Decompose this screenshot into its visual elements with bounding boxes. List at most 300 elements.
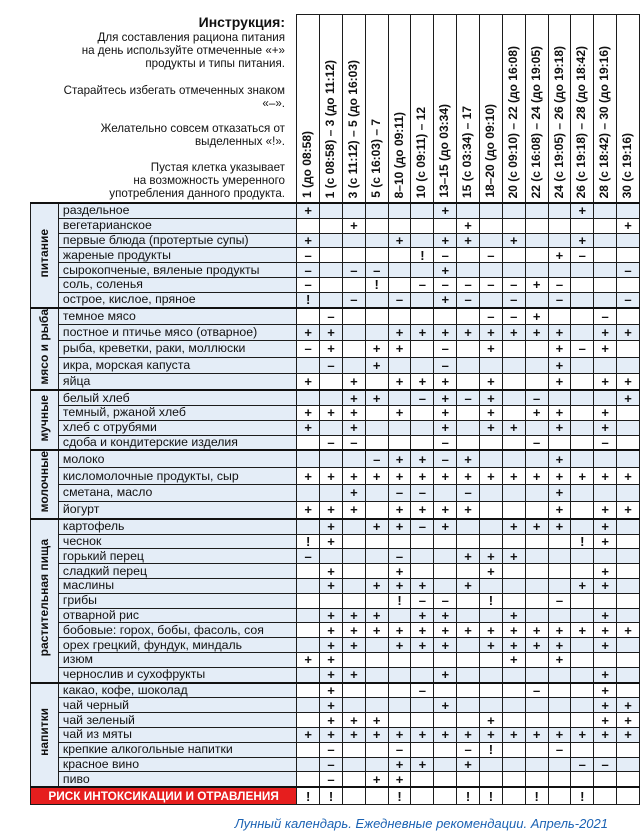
mark-cell: + bbox=[434, 519, 457, 534]
mark-cell bbox=[434, 652, 457, 667]
mark-cell bbox=[320, 593, 343, 608]
mark-cell: + bbox=[320, 468, 343, 485]
mark-cell: + bbox=[548, 468, 571, 485]
header-blank bbox=[31, 15, 297, 204]
mark-cell: + bbox=[320, 578, 343, 593]
mark-cell: + bbox=[525, 623, 548, 638]
mark-cell bbox=[617, 593, 640, 608]
risk-cell bbox=[411, 787, 434, 805]
mark-cell: + bbox=[411, 501, 434, 518]
mark-cell bbox=[548, 757, 571, 772]
mark-cell bbox=[297, 357, 320, 373]
mark-cell bbox=[388, 218, 411, 233]
mark-cell bbox=[434, 549, 457, 564]
mark-cell: – bbox=[617, 292, 640, 307]
mark-cell: – bbox=[411, 683, 434, 698]
mark-cell: + bbox=[320, 501, 343, 518]
mark-cell: + bbox=[480, 727, 503, 742]
mark-cell bbox=[617, 450, 640, 467]
mark-cell: + bbox=[480, 564, 503, 579]
mark-cell bbox=[571, 308, 594, 325]
mark-cell bbox=[457, 203, 480, 218]
mark-cell bbox=[342, 564, 365, 579]
mark-cell: + bbox=[502, 420, 525, 435]
mark-cell: + bbox=[594, 373, 617, 390]
mark-cell bbox=[365, 667, 388, 682]
mark-cell bbox=[434, 308, 457, 325]
mark-cell: + bbox=[548, 519, 571, 534]
table-row bbox=[31, 341, 640, 357]
product-label: красное вино bbox=[58, 757, 296, 772]
mark-cell bbox=[480, 652, 503, 667]
mark-cell: + bbox=[548, 638, 571, 653]
mark-cell: – bbox=[320, 308, 343, 325]
mark-cell: + bbox=[411, 623, 434, 638]
mark-cell: + bbox=[525, 405, 548, 420]
mark-cell: – bbox=[388, 742, 411, 757]
mark-cell bbox=[480, 218, 503, 233]
mark-cell: + bbox=[297, 468, 320, 485]
diet-table bbox=[30, 14, 640, 805]
mark-cell bbox=[571, 373, 594, 390]
mark-cell bbox=[571, 390, 594, 405]
mark-cell: + bbox=[320, 534, 343, 549]
mark-cell bbox=[297, 608, 320, 623]
mark-cell bbox=[365, 420, 388, 435]
mark-cell: + bbox=[548, 248, 571, 263]
mark-cell: – bbox=[457, 292, 480, 307]
mark-cell bbox=[297, 450, 320, 467]
mark-cell bbox=[617, 667, 640, 682]
mark-cell bbox=[571, 263, 594, 278]
mark-cell bbox=[411, 435, 434, 450]
mark-cell bbox=[365, 501, 388, 518]
mark-cell bbox=[297, 435, 320, 450]
mark-cell bbox=[388, 698, 411, 713]
mark-cell bbox=[571, 277, 594, 292]
mark-cell bbox=[617, 248, 640, 263]
mark-cell: – bbox=[457, 277, 480, 292]
mark-cell: + bbox=[434, 263, 457, 278]
mark-cell: + bbox=[480, 638, 503, 653]
risk-cell: ! bbox=[525, 787, 548, 805]
mark-cell: – bbox=[434, 435, 457, 450]
mark-cell: + bbox=[548, 420, 571, 435]
mark-cell: – bbox=[365, 450, 388, 467]
risk-row bbox=[31, 787, 640, 805]
mark-cell: – bbox=[434, 277, 457, 292]
day-column-header bbox=[342, 15, 365, 204]
group-label bbox=[31, 519, 59, 683]
mark-cell bbox=[388, 683, 411, 698]
mark-cell bbox=[502, 485, 525, 502]
mark-cell: + bbox=[457, 324, 480, 340]
mark-cell bbox=[388, 390, 411, 405]
product-label: хлеб с отрубями bbox=[58, 420, 296, 435]
mark-cell bbox=[388, 357, 411, 373]
table-row bbox=[31, 468, 640, 485]
table-row bbox=[31, 233, 640, 248]
mark-cell: + bbox=[411, 324, 434, 340]
mark-cell: ! bbox=[411, 248, 434, 263]
mark-cell: + bbox=[434, 698, 457, 713]
product-label: первые блюда (протертые супы) bbox=[58, 233, 296, 248]
mark-cell bbox=[594, 357, 617, 373]
mark-cell bbox=[457, 357, 480, 373]
mark-cell: + bbox=[297, 420, 320, 435]
mark-cell: – bbox=[320, 742, 343, 757]
table-row bbox=[31, 578, 640, 593]
mark-cell: + bbox=[525, 519, 548, 534]
table-row bbox=[31, 263, 640, 278]
day-label: 15 (с 03:34) – 17 bbox=[460, 105, 475, 198]
day-column-header bbox=[480, 15, 503, 204]
mark-cell bbox=[320, 450, 343, 467]
mark-cell: ! bbox=[365, 277, 388, 292]
mark-cell bbox=[457, 608, 480, 623]
mark-cell bbox=[525, 485, 548, 502]
mark-cell bbox=[297, 713, 320, 728]
mark-cell bbox=[502, 435, 525, 450]
product-label: чай зеленый bbox=[58, 713, 296, 728]
mark-cell: + bbox=[388, 501, 411, 518]
product-label: сладкий перец bbox=[58, 564, 296, 579]
mark-cell: – bbox=[297, 263, 320, 278]
mark-cell bbox=[434, 578, 457, 593]
risk-cell bbox=[594, 787, 617, 805]
product-label: яйца bbox=[58, 373, 296, 390]
mark-cell bbox=[320, 248, 343, 263]
mark-cell: + bbox=[548, 450, 571, 467]
mark-cell: + bbox=[434, 405, 457, 420]
product-label: чернослив и сухофрукты bbox=[58, 667, 296, 682]
group-label bbox=[31, 308, 59, 391]
mark-cell: + bbox=[365, 772, 388, 787]
table-row bbox=[31, 623, 640, 638]
table-row bbox=[31, 593, 640, 608]
mark-cell: + bbox=[388, 450, 411, 467]
table-row bbox=[31, 564, 640, 579]
mark-cell bbox=[548, 263, 571, 278]
mark-cell bbox=[388, 713, 411, 728]
product-label: крепкие алкогольные напитки bbox=[58, 742, 296, 757]
mark-cell bbox=[365, 435, 388, 450]
mark-cell bbox=[297, 623, 320, 638]
mark-cell: + bbox=[548, 373, 571, 390]
mark-cell bbox=[617, 652, 640, 667]
mark-cell bbox=[571, 698, 594, 713]
mark-cell: + bbox=[480, 405, 503, 420]
mark-cell bbox=[571, 683, 594, 698]
day-column-header bbox=[571, 15, 594, 204]
mark-cell bbox=[365, 373, 388, 390]
table-row bbox=[31, 638, 640, 653]
mark-cell bbox=[457, 638, 480, 653]
table-row bbox=[31, 667, 640, 682]
mark-cell bbox=[617, 277, 640, 292]
product-label: темное мясо bbox=[58, 308, 296, 325]
mark-cell bbox=[457, 435, 480, 450]
mark-cell bbox=[525, 248, 548, 263]
day-column-header bbox=[411, 15, 434, 204]
table-row bbox=[31, 373, 640, 390]
mark-cell: + bbox=[548, 501, 571, 518]
mark-cell bbox=[594, 390, 617, 405]
mark-cell: + bbox=[411, 757, 434, 772]
mark-cell: + bbox=[480, 468, 503, 485]
day-column-header bbox=[297, 15, 320, 204]
instruction-line: Желательно совсем отказаться от bbox=[100, 122, 285, 135]
mark-cell bbox=[342, 757, 365, 772]
mark-cell bbox=[388, 203, 411, 218]
mark-cell: ! bbox=[480, 593, 503, 608]
mark-cell bbox=[617, 534, 640, 549]
mark-cell bbox=[342, 324, 365, 340]
mark-cell: + bbox=[525, 638, 548, 653]
mark-cell bbox=[502, 757, 525, 772]
mark-cell bbox=[502, 405, 525, 420]
group-name: растительная пища bbox=[37, 539, 52, 657]
mark-cell bbox=[594, 233, 617, 248]
mark-cell bbox=[411, 203, 434, 218]
mark-cell bbox=[480, 203, 503, 218]
mark-cell: + bbox=[457, 549, 480, 564]
mark-cell: – bbox=[571, 248, 594, 263]
mark-cell bbox=[525, 549, 548, 564]
mark-cell bbox=[411, 292, 434, 307]
mark-cell: + bbox=[525, 277, 548, 292]
mark-cell bbox=[342, 534, 365, 549]
mark-cell bbox=[548, 698, 571, 713]
mark-cell bbox=[548, 534, 571, 549]
mark-cell: + bbox=[594, 578, 617, 593]
mark-cell: – bbox=[617, 263, 640, 278]
mark-cell: + bbox=[434, 203, 457, 218]
table-row bbox=[31, 501, 640, 518]
mark-cell: + bbox=[594, 638, 617, 653]
mark-cell bbox=[548, 218, 571, 233]
mark-cell bbox=[525, 341, 548, 357]
group-name: мясо и рыба bbox=[37, 308, 52, 385]
mark-cell: + bbox=[320, 698, 343, 713]
mark-cell: – bbox=[320, 435, 343, 450]
mark-cell bbox=[365, 218, 388, 233]
mark-cell bbox=[571, 608, 594, 623]
mark-cell: + bbox=[342, 485, 365, 502]
mark-cell bbox=[434, 683, 457, 698]
mark-cell: + bbox=[525, 324, 548, 340]
mark-cell bbox=[525, 757, 548, 772]
mark-cell: + bbox=[594, 698, 617, 713]
mark-cell: + bbox=[571, 203, 594, 218]
product-label: пиво bbox=[58, 772, 296, 787]
risk-cell bbox=[617, 787, 640, 805]
mark-cell bbox=[571, 667, 594, 682]
mark-cell: + bbox=[320, 713, 343, 728]
mark-cell bbox=[525, 373, 548, 390]
mark-cell bbox=[411, 405, 434, 420]
mark-cell bbox=[457, 308, 480, 325]
mark-cell bbox=[617, 405, 640, 420]
mark-cell: + bbox=[594, 713, 617, 728]
mark-cell bbox=[342, 578, 365, 593]
mark-cell bbox=[617, 357, 640, 373]
mark-cell bbox=[342, 233, 365, 248]
mark-cell bbox=[365, 405, 388, 420]
mark-cell bbox=[297, 485, 320, 502]
mark-cell bbox=[342, 357, 365, 373]
mark-cell: + bbox=[548, 623, 571, 638]
header-row bbox=[31, 15, 640, 204]
mark-cell: + bbox=[342, 373, 365, 390]
mark-cell bbox=[594, 277, 617, 292]
mark-cell: + bbox=[434, 667, 457, 682]
table-row bbox=[31, 549, 640, 564]
mark-cell: – bbox=[480, 248, 503, 263]
mark-cell: – bbox=[548, 593, 571, 608]
mark-cell: + bbox=[594, 534, 617, 549]
mark-cell: – bbox=[548, 292, 571, 307]
mark-cell: + bbox=[388, 233, 411, 248]
mark-cell bbox=[502, 593, 525, 608]
mark-cell bbox=[388, 608, 411, 623]
mark-cell bbox=[617, 564, 640, 579]
mark-cell bbox=[571, 324, 594, 340]
mark-cell: ! bbox=[297, 292, 320, 307]
mark-cell bbox=[365, 233, 388, 248]
product-label: раздельное bbox=[58, 203, 296, 218]
mark-cell bbox=[342, 549, 365, 564]
mark-cell: + bbox=[342, 623, 365, 638]
mark-cell bbox=[571, 435, 594, 450]
mark-cell bbox=[388, 534, 411, 549]
mark-cell: + bbox=[617, 698, 640, 713]
mark-cell: – bbox=[342, 263, 365, 278]
mark-cell bbox=[502, 667, 525, 682]
mark-cell: – bbox=[434, 357, 457, 373]
mark-cell bbox=[342, 593, 365, 608]
mark-cell bbox=[502, 203, 525, 218]
mark-cell: – bbox=[502, 277, 525, 292]
mark-cell: + bbox=[571, 578, 594, 593]
mark-cell: – bbox=[411, 485, 434, 502]
risk-cell bbox=[434, 787, 457, 805]
mark-cell bbox=[502, 683, 525, 698]
mark-cell: + bbox=[434, 501, 457, 518]
mark-cell bbox=[525, 450, 548, 467]
mark-cell: + bbox=[365, 608, 388, 623]
day-label: 1 (до 08:58) bbox=[300, 131, 315, 198]
mark-cell: + bbox=[617, 324, 640, 340]
mark-cell: + bbox=[457, 578, 480, 593]
mark-cell: – bbox=[594, 435, 617, 450]
mark-cell bbox=[342, 203, 365, 218]
product-label: темный, ржаной хлеб bbox=[58, 405, 296, 420]
mark-cell bbox=[617, 435, 640, 450]
risk-cell: ! bbox=[320, 787, 343, 805]
mark-cell bbox=[594, 652, 617, 667]
mark-cell: + bbox=[297, 373, 320, 390]
mark-cell: + bbox=[594, 623, 617, 638]
mark-cell bbox=[365, 248, 388, 263]
mark-cell bbox=[320, 420, 343, 435]
mark-cell bbox=[320, 277, 343, 292]
table-row bbox=[31, 292, 640, 307]
mark-cell bbox=[548, 564, 571, 579]
mark-cell: + bbox=[388, 405, 411, 420]
day-column-header bbox=[594, 15, 617, 204]
product-label: белый хлеб bbox=[58, 390, 296, 405]
mark-cell: – bbox=[548, 277, 571, 292]
mark-cell: + bbox=[502, 519, 525, 534]
product-label: грибы bbox=[58, 593, 296, 608]
mark-cell bbox=[617, 203, 640, 218]
product-label: бобовые: горох, бобы, фасоль, соя bbox=[58, 623, 296, 638]
mark-cell: + bbox=[365, 468, 388, 485]
mark-cell: + bbox=[434, 468, 457, 485]
mark-cell bbox=[525, 652, 548, 667]
mark-cell bbox=[525, 218, 548, 233]
day-column-header bbox=[365, 15, 388, 204]
mark-cell: + bbox=[342, 420, 365, 435]
mark-cell: – bbox=[297, 277, 320, 292]
mark-cell: – bbox=[320, 772, 343, 787]
mark-cell bbox=[434, 564, 457, 579]
mark-cell: + bbox=[502, 324, 525, 340]
mark-cell bbox=[411, 652, 434, 667]
mark-cell: + bbox=[342, 608, 365, 623]
day-column-header bbox=[525, 15, 548, 204]
mark-cell bbox=[480, 357, 503, 373]
risk-cell bbox=[502, 787, 525, 805]
mark-cell: + bbox=[617, 713, 640, 728]
mark-cell bbox=[297, 698, 320, 713]
mark-cell bbox=[320, 263, 343, 278]
mark-cell: + bbox=[365, 341, 388, 357]
mark-cell bbox=[525, 578, 548, 593]
mark-cell: + bbox=[365, 390, 388, 405]
mark-cell bbox=[502, 698, 525, 713]
instruction-line: на возможность умеренного bbox=[133, 174, 285, 187]
mark-cell bbox=[617, 420, 640, 435]
risk-cell: ! bbox=[480, 787, 503, 805]
mark-cell: – bbox=[342, 435, 365, 450]
mark-cell: + bbox=[434, 233, 457, 248]
mark-cell: + bbox=[411, 638, 434, 653]
mark-cell: + bbox=[434, 324, 457, 340]
mark-cell: + bbox=[594, 519, 617, 534]
product-label: орех грецкий, фундук, миндаль bbox=[58, 638, 296, 653]
mark-cell bbox=[525, 742, 548, 757]
mark-cell: + bbox=[502, 623, 525, 638]
mark-cell bbox=[480, 519, 503, 534]
mark-cell bbox=[617, 485, 640, 502]
group-label bbox=[31, 203, 59, 308]
table-row bbox=[31, 608, 640, 623]
mark-cell bbox=[548, 608, 571, 623]
table-row bbox=[31, 203, 640, 218]
mark-cell: + bbox=[594, 341, 617, 357]
table-row bbox=[31, 772, 640, 787]
mark-cell bbox=[411, 218, 434, 233]
mark-cell bbox=[548, 308, 571, 325]
mark-cell bbox=[411, 534, 434, 549]
mark-cell bbox=[502, 218, 525, 233]
mark-cell: + bbox=[411, 373, 434, 390]
mark-cell bbox=[480, 698, 503, 713]
mark-cell bbox=[342, 742, 365, 757]
mark-cell bbox=[434, 757, 457, 772]
